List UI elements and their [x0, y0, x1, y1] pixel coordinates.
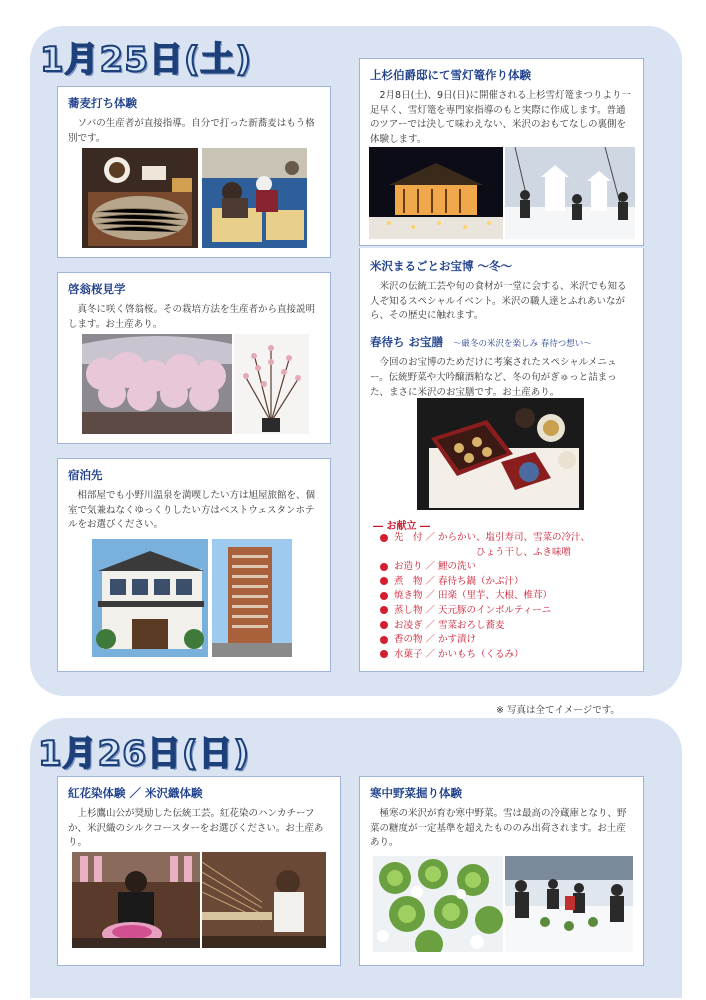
harumachi-text: 今回のお宝博のためだけに考案されたスペシャルメニュー。伝統野菜や大吟醸酒粕など、冬の旬がぎゅっと詰まった、まさに米沢のお宝膳です。お土産あり。 [370, 357, 617, 398]
soba-noodles-photo [82, 148, 198, 248]
menu-item-text: 先 付 ／ からかい、塩引寿司、雪菜の冷汁、 [394, 532, 591, 543]
soba-noodles-image [82, 148, 198, 248]
menu-item-text: お造り ／ 鯉の洗い [394, 561, 477, 573]
harumachi-title-text: 春待ち お宝膳 [370, 335, 444, 350]
kanchu-text: 極寒の米沢が育む寒中野菜。雪は最高の冷蔵庫となり、野菜の糖度が一定基準を超えたもののみ出荷されます。お土産あり。 [370, 808, 627, 849]
snow-lantern-photo [505, 147, 635, 239]
uesugi-text: 2月8日(土)、9日(日)に開催される上杉雪灯篭まつりより一足早く、雪灯篭を専門家指導のもと実際に作成します。普通のツアーでは決して味わえない、米沢のおもてなしの裏側を体験します。 [370, 90, 631, 146]
menu-item-text: 水菓子 ／ かいもち（くるみ） [394, 648, 524, 660]
bullet-icon [380, 592, 388, 600]
marugoto-title: 米沢まるごとお宝博 〜冬〜 [370, 259, 513, 273]
image-disclaimer: ※ 写真は全てイメージです。 [496, 705, 620, 716]
benibana-title: 紅花染体験 ／ 米沢織体験 [68, 786, 203, 800]
weaving-photo [202, 852, 326, 948]
digging-snow-image [505, 856, 633, 952]
menu-item [380, 633, 590, 648]
lodging-title: 宿泊先 [68, 468, 103, 482]
cabbage-snow-image [373, 856, 503, 952]
menu-item [380, 604, 590, 619]
uesugi-title: 上杉伯爵邸にて雪灯篭作り体験 [370, 68, 531, 82]
menu-item-text: 香の物 ／ かす漬け [394, 634, 477, 646]
menu-item-continuation: ひょう干し、ふき味噌 [476, 546, 572, 558]
bullet-icon [380, 621, 388, 629]
benibana-dye-image [72, 852, 200, 948]
bullet-icon [380, 563, 388, 571]
ryokan-image [92, 539, 208, 657]
uesugi-night-image [369, 147, 503, 239]
menu-item-text: 煮 物 ／ 春待ち鍋（かぶ汁） [394, 575, 524, 587]
cherry-vase-image [234, 334, 309, 434]
bullet-icon [380, 534, 388, 542]
hotel-image [212, 539, 292, 657]
keio-title: 啓翁桜見学 [68, 282, 126, 296]
bullet-icon [380, 650, 388, 658]
weaving-image [202, 852, 326, 948]
cherry-greenhouse-photo [82, 334, 232, 434]
cabbage-snow-photo [373, 856, 503, 952]
bullet-icon [380, 636, 388, 644]
uesugi-night-photo [369, 147, 503, 239]
ryokan-photo [92, 539, 208, 657]
menu-item [380, 560, 590, 575]
soba-making-photo [202, 148, 307, 248]
menu-item-text: 蒸し物 ／ 天元豚のインボルティーニ [394, 604, 552, 616]
day1-date-heading: 1月25日(土) [40, 40, 253, 80]
keio-text: 真冬に咲く啓翁桜。その栽培方法を生産者から直接説明します。お土産あり。 [68, 304, 316, 330]
menu-item [380, 575, 590, 590]
menu-item [380, 619, 590, 634]
marugoto-text: 米沢の伝統工芸や旬の食材が一堂に会する、米沢でも知る人ぞ知るスペシャルイベント。米沢の職人達とふれあいながら、その歴史に触れます。 [370, 281, 627, 322]
soba-title: 蕎麦打ち体験 [68, 96, 137, 110]
menu-heading: ― お献立 ― [373, 521, 430, 532]
lodging-text: 相部屋でも小野川温泉を満喫したい方は旭屋旅館を、個室で気兼ねなくゆっくりしたい方はベストウェスタンホテルをお選びください。 [68, 490, 316, 531]
cherry-vase-photo [234, 334, 309, 434]
otakara-zen-image [417, 398, 584, 510]
day2-date-heading: 1月26日(日) [38, 734, 251, 774]
menu-item-text: お凌ぎ ／ 雪菜おろし蕎麦 [394, 619, 505, 631]
cherry-greenhouse-image [82, 334, 232, 434]
menu-item [380, 648, 590, 663]
benibana-dye-photo [72, 852, 200, 948]
otakara-zen-photo [417, 398, 584, 510]
kanchu-title: 寒中野菜掘り体験 [370, 786, 462, 800]
bullet-icon [380, 606, 388, 614]
menu-item [380, 589, 590, 604]
menu-list [380, 531, 590, 662]
menu-item-text: 焼き物 ／ 田楽（里芋、大根、椎茸） [394, 590, 553, 602]
soba-making-image [202, 148, 307, 248]
hotel-photo [212, 539, 292, 657]
benibana-text: 上杉鷹山公が奨励した伝統工芸。紅花染のハンカチーフか、米沢織のシルクコースターをお選びください。お土産あり。 [68, 808, 324, 849]
digging-snow-photo [505, 856, 633, 952]
soba-text: ソバの生産者が直接指導。自分で打った新蕎麦はもう格別です。 [68, 118, 315, 144]
bullet-icon [380, 577, 388, 585]
menu-item [380, 531, 590, 546]
harumachi-title [370, 334, 633, 350]
snow-lantern-image [505, 147, 635, 239]
harumachi-subtitle: 〜厳冬の米沢を楽しみ 春待つ想い〜 [453, 339, 592, 350]
